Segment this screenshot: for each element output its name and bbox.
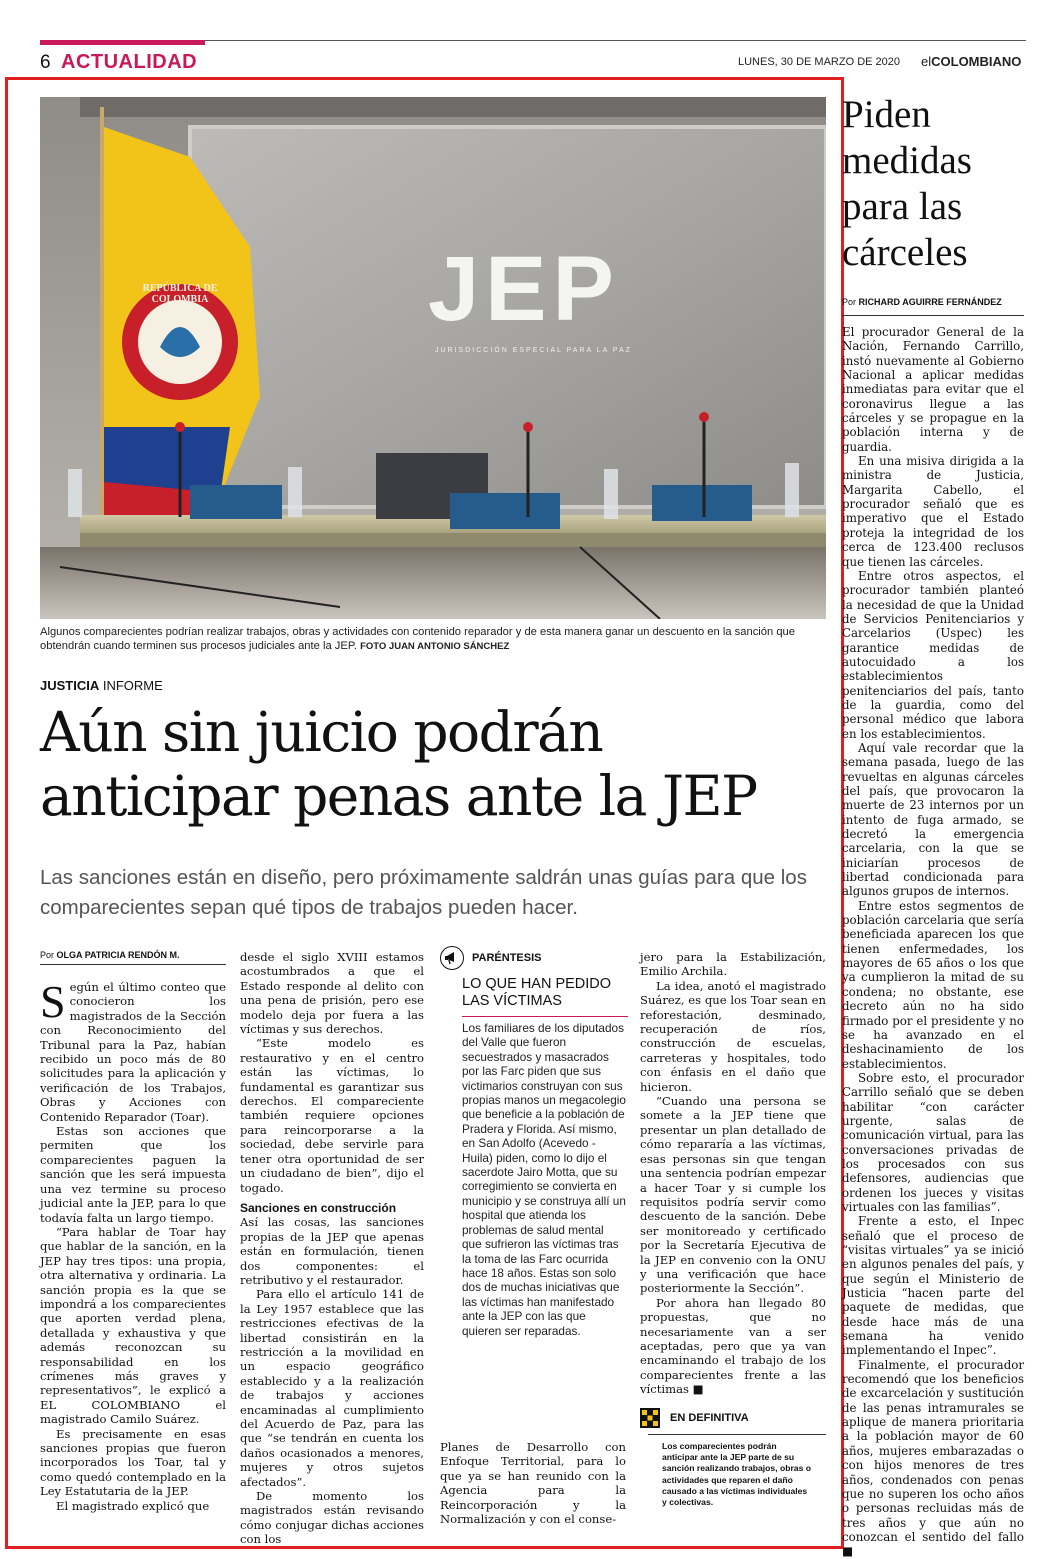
section-name: ACTUALIDAD (61, 51, 198, 73)
end-mark: ■ (692, 1382, 704, 1397)
side-paragraph-1: El procurador General de la Nación, Fernando Carrillo, instó nuevamente al Gobierno Nacional a aplicar medidas inmediatas para evitar que el coronavirus llegue a las cárceles y se propague en la población interna y de guardia. (842, 325, 1024, 454)
article-column-4 (640, 950, 826, 1397)
en-definitiva-box (640, 1408, 826, 1508)
en-definitiva-body: Los comparecientes podrán anticipar ante la JEP parte de su sanción realizando trabajos, obras o actividades que reparen el daño causado a las víctimas individuales y colectivas. (662, 1441, 811, 1508)
article-column-2 (240, 950, 424, 1547)
article-column-3-bottom (440, 1440, 626, 1526)
headline-line-2: anticipar penas ante la JEP (40, 764, 757, 828)
parentesis-label: PARÉNTESIS (472, 952, 542, 964)
col4-paragraph-2: La idea, anotó el magistrado Suárez, es que los Toar sean en reforestación, desminado, recuperación de ríos, construcción de escuelas, carreteras y hospitales, todo con énfasis en el daño que hicieron. (640, 978, 826, 1094)
col2-paragraph-5: De momento los magistrados están revisando cómo conjugar dichas acciones con los (240, 1489, 424, 1547)
photo-illustration (40, 97, 826, 619)
screen-jep-logo: JEP (428, 238, 620, 340)
side-story-byline (842, 297, 1024, 316)
byline (40, 950, 226, 965)
side-story-body (842, 325, 1024, 1559)
photo-caption (40, 625, 826, 654)
article-column-1 (40, 976, 226, 1513)
caption-text: Algunos comparecientes podrían realizar trabajos, obras y actividades con contenido reparador y de esta manera ganar un descuento en la sanción que obtendrán cuando terminen sus procesos judiciales ante la JEP. (40, 626, 796, 652)
side-paragraph-7: Frente a esto, el Inpec señaló que el proceso de “visitas virtuales” ya se inició en algunos penales del país, y que según el Ministerio de Justicia “hacen parte del paquete de medidas, que desde hace más de una semana ha venido implementando el Inpec”. (842, 1214, 1024, 1358)
megaphone-icon (440, 946, 464, 970)
headline-line-1: Aún sin juicio podrán (40, 700, 603, 764)
brand-name: COLOMBIANO (931, 54, 1022, 69)
col2-paragraph-2: “Este modelo es restaurativo y en el centro están las víctimas, lo fundamental es garantizar sus derechos. El compareciente también requiere opciones para reincorporarse a la sociedad, debe servirle para tener otra oportunidad de ser un ciudadano de bien”, dijo el togado. (240, 1036, 424, 1195)
byline-prefix: Por (40, 950, 55, 960)
dropcap: S (40, 976, 66, 1027)
side-paragraph-4: Aquí vale recordar que la semana pasada, luego de las revueltas en algunas cárceles del país, que provocaron la muerte de 23 internos por un intento de fuga armado, se decretó la emergencia carcelaria, con la que se iniciarían procesos de libertad condicionada para algunos grupos de internos. (842, 740, 1024, 899)
col4-paragraph-1: jero para la Estabilización, Emilio Archila. (640, 950, 826, 979)
col4-paragraph-4: Por ahora han llegado 80 propuestas, que no necesariamente van a ser aceptadas, pero que ya van encaminando el trabajo de los comparecientes frente a las víctimas (640, 1295, 826, 1397)
side-paragraph-3: Entre otros aspectos, el procurador también planteó la necesidad de que la Unidad de Servicios Penitenciarios y Carcelarios (Uspec) les garantice medidas de autocuidado a los establecimientos penitenciarios del país, tanto de la guardia, como del personal médico que labora en los establecimientos. (842, 568, 1024, 741)
col3-paragraph: Planes de Desarrollo con Enfoque Territorial, para lo que ya se han reunido con la Agencia para la Reincorporación y la Normalización y con el conse- (440, 1440, 626, 1527)
side-paragraph-5: Entre estos segmentos de población carcelaria que sería beneficiada aparecen los que tienen enfermedades, los mayores de 65 años o los que ya cumplieron la mitad de su condena; no obstante, ese decreto aún no ha sido firmado por el presidente y no se ha avanzado en el deshacinamiento de los establecimientos. (842, 898, 1024, 1071)
dek: Las sanciones están en diseño, pero próximamente saldrán unas guías para que los comparecientes sepan qué tipos de trabajos pueden hacer. (40, 866, 807, 919)
side-paragraph-6: Sobre esto, el procurador Carrillo señaló que se deben habilitar “con carácter urgente, salas de comunicación virtual, para las conversaciones privadas de los procesados con sus defensores, audiencias que ordenen los jueces y visitas virtuales con las familias”. (842, 1070, 1024, 1214)
parentesis-title: LO QUE HAN PEDIDO LAS VÍCTIMAS (462, 976, 612, 1009)
parentesis-body: Los familiares de los diputados del Valle que fueron secuestrados y masacrados por las Farc piden que sus victimarios construyan con sus propias manos un megacolegio que beneficie a la población de Pradera y Florida. Así mismo, en San Adolfo (Acevedo - Huila) piden, como lo dijo el sacerdote Jairo Motta, que su corregimiento se convierta en municipio y se construya allí un hospital que atienda los problemas de salud mental que sufrieron las víctimas tras la toma de las Farc ocurrida hace 18 años. Estas son solo dos de muchas iniciativas que las víctimas han manifestado ante la JEP con las que quieren ser reparadas. (462, 1021, 626, 1338)
kicker-type: INFORME (102, 678, 163, 693)
date-line: LUNES, 30 DE MARZO DE 2020 (738, 56, 901, 68)
kicker-topic: JUSTICIA (40, 678, 100, 693)
subhead: Sanciones en construcción (240, 1200, 397, 1215)
parentesis-box (440, 946, 628, 1338)
photo-credit: FOTO JUAN ANTONIO SÁNCHEZ (360, 641, 510, 652)
newspaper-brand (921, 54, 1021, 69)
col1-paragraph-5: El magistrado explicó que (56, 1498, 210, 1513)
checker-icon (640, 1408, 660, 1428)
side-byline-prefix: Por (842, 297, 857, 307)
kicker (40, 678, 163, 693)
side-story-headline: Piden medidas para las cárceles (842, 93, 972, 274)
col1-paragraph-4: Es precisamente en esas sanciones propias que fueron incorporados los Toar, tal y como quedó contemplado en la Ley Estatutaria de la JEP. (40, 1426, 226, 1499)
headline (40, 700, 826, 828)
article-photo (40, 97, 826, 619)
col2-paragraph-1: desde el siglo XVIII estamos acostumbrados a que el Estado responde al delito con una pena de prisión, pero ese modelo deja por fuera a las víctimas y sus derechos. (240, 950, 424, 1037)
side-byline-name: RICHARD AGUIRRE FERNÁNDEZ (858, 297, 1002, 307)
byline-rule (40, 964, 226, 965)
col2-paragraph-4: Para ello el artículo 141 de la Ley 1957 establece que las restricciones efectivas de la libertad consistirán en la restricción a la movilidad en un espacio geográfico establecido y a la realización de trabajos y acciones encaminadas al cumplimiento del Acuerdo de Paz, para las que “se tendrán en cuenta los daños ocasionados a menores, mujeres y otros sujetos afectados”. (240, 1287, 424, 1489)
col1-paragraph-1: egún el último conteo que conocieron los magistrados de la Sección con Reconocimiento del Tribunal para la Paz, habían recibido un poco más de 80 solicitudes para la aplicación y verificación de los Trabajos, Obras y Acciones con Contenido Reparador (Toar). (40, 980, 226, 1124)
en-definitiva-label: EN DEFINITIVA (670, 1412, 749, 1424)
col2-paragraph-3: Así las cosas, las sanciones propias de la JEP que apenas están en formulación, tienen dos componentes: el retributivo y el restaurador. (240, 1215, 424, 1287)
side-paragraph-8: Finalmente, el procurador recomendó que los beneficios de excarcelación y sustitución de las penas intramurales se aplique de manera prioritaria a la población mayor de 60 años, mujeres embarazadas o con hijos menores de tres años, condenados con penas que no superen los ocho años o personas recluidas más de tres años y que aún no conozcan el sentido del fallo (842, 1357, 1024, 1544)
parentesis-rule (462, 1016, 628, 1017)
col1-paragraph-2: Estas son acciones que permiten que los comparecientes paguen la sanción que les será impuesta una vez termine su proceso judicial ante la JEP, para lo que todavía falta un largo tiempo. (40, 1124, 226, 1225)
flag-seal-text: REPÚBLICA DE COLOMBIA (142, 283, 218, 305)
en-definitiva-rule (648, 1434, 826, 1435)
brand-prefix: el (921, 54, 932, 69)
page-number: 6 (40, 52, 51, 73)
section-accent-bar (40, 40, 205, 45)
side-byline-rule (842, 315, 1024, 316)
col4-paragraph-3: “Cuando una persona se somete a la JEP tiene que presentar un plan detallado de cómo repararía a las víctimas, esas personas sin que tengan una sentencia podrían empezar a hacer Toar y si cumple los requisitos podría servir como descuento de la sanción. Debe ser monitoreado y certificado por la Secretaría Ejecutiva de la JEP en convenio con la ONU y una verificación que hace posteriormente la Sección”. (640, 1094, 826, 1296)
side-end-mark: ■ (842, 1544, 854, 1559)
byline-name: OLGA PATRICIA RENDÓN M. (56, 950, 180, 960)
col1-paragraph-3: “Para hablar de Toar hay que hablar de la sanción, en la JEP hay tres tipos: una propia, otra alternativa y ordinaria. La sanción propia es la que se impondrá a los comparecientes que aporten verdad plena, detallada y exhaustiva y que además reconozcan su responsabilidad en los crímenes más graves y representativos”, le explicó a EL COLOMBIANO el magistrado Camilo Suárez. (40, 1224, 226, 1427)
side-paragraph-2: En una misiva dirigida a la ministra de Justicia, Margarita Cabello, el procurador señaló que es imperativo que el Estado proteja la integridad de los cerca de 123.400 reclusos que tienen las cárceles. (842, 454, 1024, 569)
screen-jep-subtitle: JURISDICCIÓN ESPECIAL PARA LA PAZ (435, 347, 632, 354)
